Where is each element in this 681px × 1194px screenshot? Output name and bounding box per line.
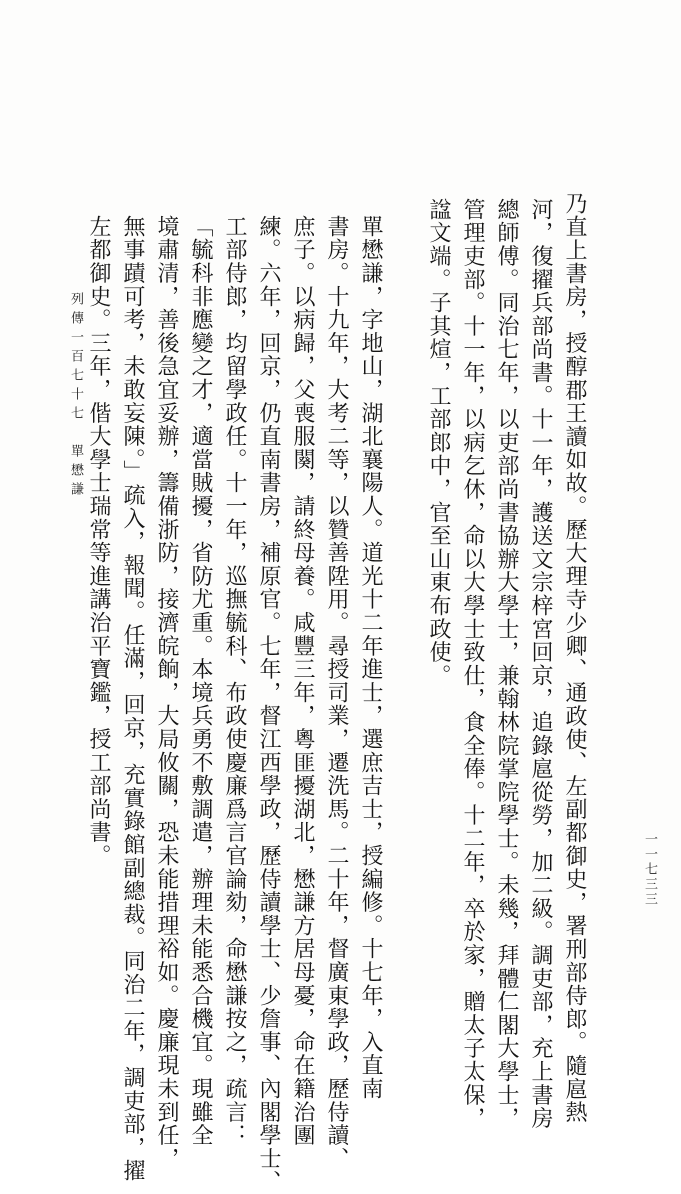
text-column: 管理吏部。十一年，以病乞休，命以大學士致仕，食全俸。十二年，卒於家，贈太子太保， xyxy=(460,198,485,1130)
page-number: 一一七三三 xyxy=(642,832,657,907)
text-column: 河，復擢兵部尚書。十一年，護送文宗梓宮回京，追錄扈從勞，加二級。調吏部，充上書房 xyxy=(528,198,553,1130)
running-head: 列傳一百七十七 單懋謙 xyxy=(68,292,83,501)
text-column: 單懋謙，字地山，湖北襄陽人。道光十二年進士，選庶吉士，授編修。十七年，入直南 xyxy=(358,215,383,1101)
text-column: 練。六年，回京，仍直南書房，補原官。七年，督江西學政，歷侍讀學士、少詹事、內閣學士、 xyxy=(256,215,281,1194)
text-column: 工部侍郎，均留學政任。十一年，巡撫毓科、布政使慶廉爲言官論劾，命懋謙按之，疏言： xyxy=(222,215,247,1147)
text-column: 左都御史。三年，偕大學士瑞常等進講治平寶鑑，授工部尚書。 xyxy=(86,215,111,868)
text-column: 庶子。以病歸，父喪服闋，請終母養。咸豐三年，粵匪擾湖北，懋謙方居母憂，命在籍治團 xyxy=(290,215,315,1147)
text-column: 境肅清，善後急宜妥辦，籌備浙防，接濟皖餉，大局攸關，恐未能措理裕如。慶廉現未到任， xyxy=(154,215,179,1171)
text-column: 總師傅。同治七年，以吏部尚書協辦大學士，兼翰林院掌院學士。未幾，拜體仁閣大學士， xyxy=(494,198,519,1130)
text-column: 乃直上書房，授醇郡王讀如故。歷大理寺少卿、通政使、左副都御史，署刑部侍郎。隨扈熱 xyxy=(562,192,587,1124)
text-column: 「毓科非應變之才，適當賊擾，省防尤重。本境兵勇不敷調遣，辦理未能悉合機宜。現雖全 xyxy=(188,215,213,1147)
text-column: 諡文端。子其煊，工部郎中，官至山東布政使。 xyxy=(426,198,451,688)
text-column: 無事蹟可考，未敢妄陳。」疏入，報聞。任滿，回京，充實錄館副總裁。同治二年，調吏部，擢 xyxy=(120,215,145,1183)
text-column: 書房。十九年，大考二等，以贊善陞用。尋授司業，遷洗馬。二十年，督廣東學政，歷侍讀、 xyxy=(324,215,349,1171)
